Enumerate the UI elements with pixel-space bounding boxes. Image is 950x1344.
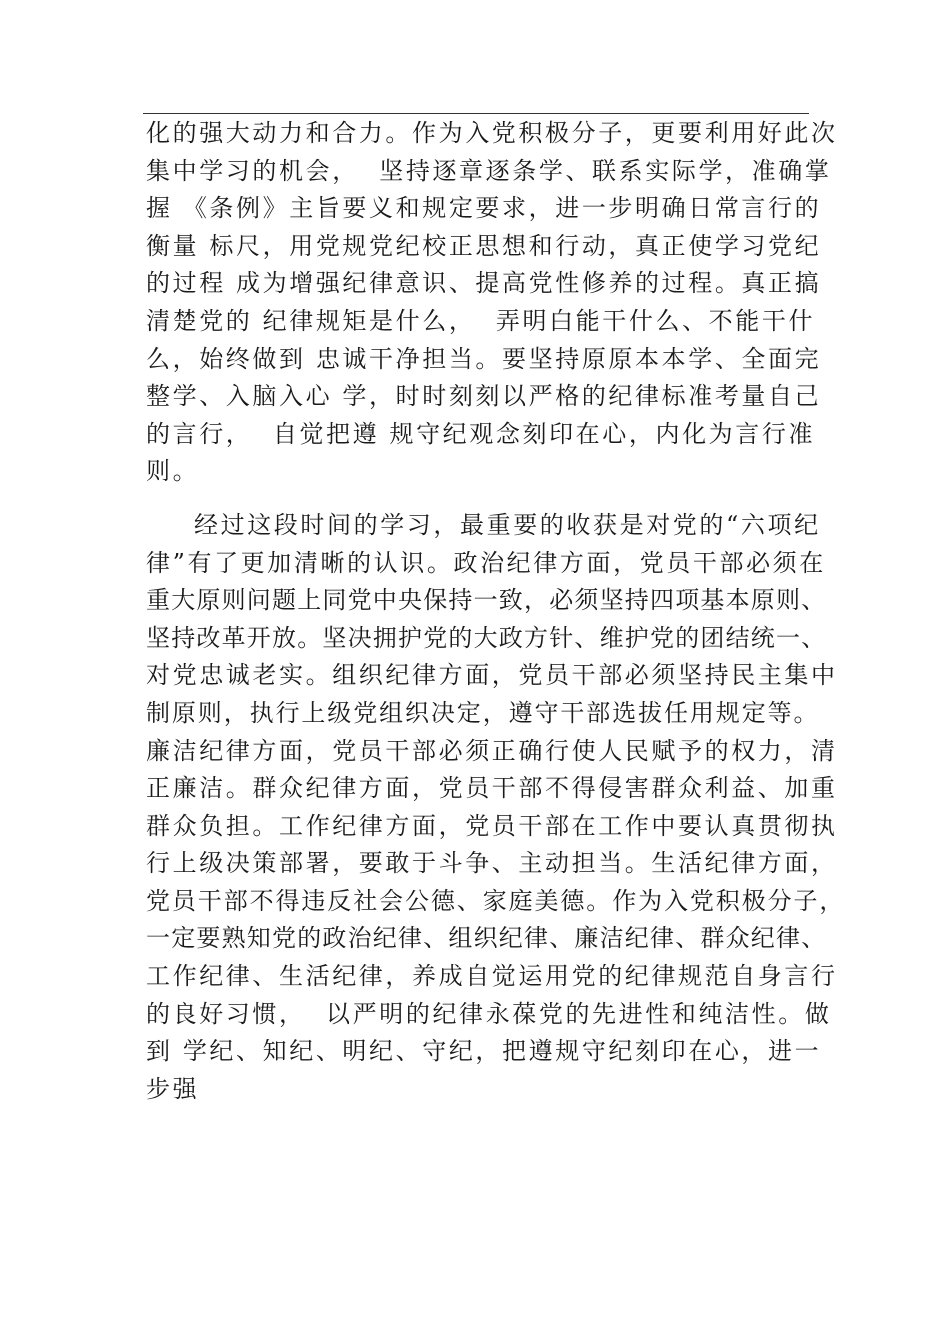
text-line: 集中学习的机会， 坚持逐章逐条学、联系实际学，准确掌 [146,156,832,185]
paragraph-1 [146,115,838,491]
text-line: 清楚党的 纪律规矩是什么， 弄明白能干什么、不能干什 [146,306,816,335]
text-line: 化的强大动力和合力。作为入党积极分子，更要利用好此次 [146,119,838,147]
text-line: 行上级决策部署，要敢于斗争、主动担当。生活纪律方面， [146,849,838,878]
text-line: 律”有了更加清晰的认识。政治纪律方面，党员干部必须在 [146,548,826,577]
text-line: 正廉洁。群众纪律方面，党员干部不得侵害群众利益、加重 [146,774,838,803]
text-line: 整学、入脑入心 学，时时刻刻以严格的纪律标准考量自己 [146,382,822,411]
text-line: 步强 [146,1074,200,1103]
text-line: 经过这段时间的学习，最重要的收获是对党的“六项纪 [194,510,821,539]
text-line: 制原则，执行上级党组织决定，遵守干部选拔任用规定等。 [146,698,820,727]
text-line: 么，始终做到 忠诚干净担当。要坚持原原本本学、全面完 [146,344,822,373]
text-line: 一定要熟知党的政治纪律、组织纪律、廉洁纪律、群众纪律、 [146,924,827,953]
paragraph-gap [146,491,816,507]
text-line: 握 《条例》主旨要义和规定要求，进一步明确日常言行的 [146,194,822,223]
text-line: 到 学纪、知纪、明纪、守纪，把遵规守纪刻印在心，进一 [146,1037,822,1066]
header-rule [143,113,809,114]
body-text [146,115,846,1108]
text-line: 坚持改革开放。坚决拥护党的大政方针、维护党的团结统一、 [146,623,827,652]
text-line: 的过程 成为增强纪律意识、提高党性修养的过程。真正搞 [146,269,822,298]
text-line: 工作纪律、生活纪律，养成自觉运用党的纪律规范自身言行 [146,962,838,991]
text-line: 衡量 标尺，用党规党纪校正思想和行动，真正使学习党纪 [146,231,822,260]
text-line: 对党忠诚老实。组织纪律方面，党员干部必须坚持民主集中 [146,661,838,690]
text-line: 党员干部不得违反社会公德、家庭美德。作为入党积极分子， [146,886,846,915]
text-line: 重大原则问题上同党中央保持一致，必须坚持四项基本原则、 [146,586,827,615]
text-line: 的良好习惯， 以严明的纪律永葆党的先进性和纯洁性。做 [146,999,832,1028]
text-line: 的言行， 自觉把遵 规守纪观念刻印在心，内化为言行准 [146,419,816,448]
paragraph-2 [146,507,846,1109]
text-line: 廉洁纪律方面，党员干部必须正确行使人民赋予的权力，清 [146,736,838,765]
text-line: 则。 [146,457,200,486]
text-line: 群众负担。工作纪律方面，党员干部在工作中要认真贯彻执 [146,811,838,840]
